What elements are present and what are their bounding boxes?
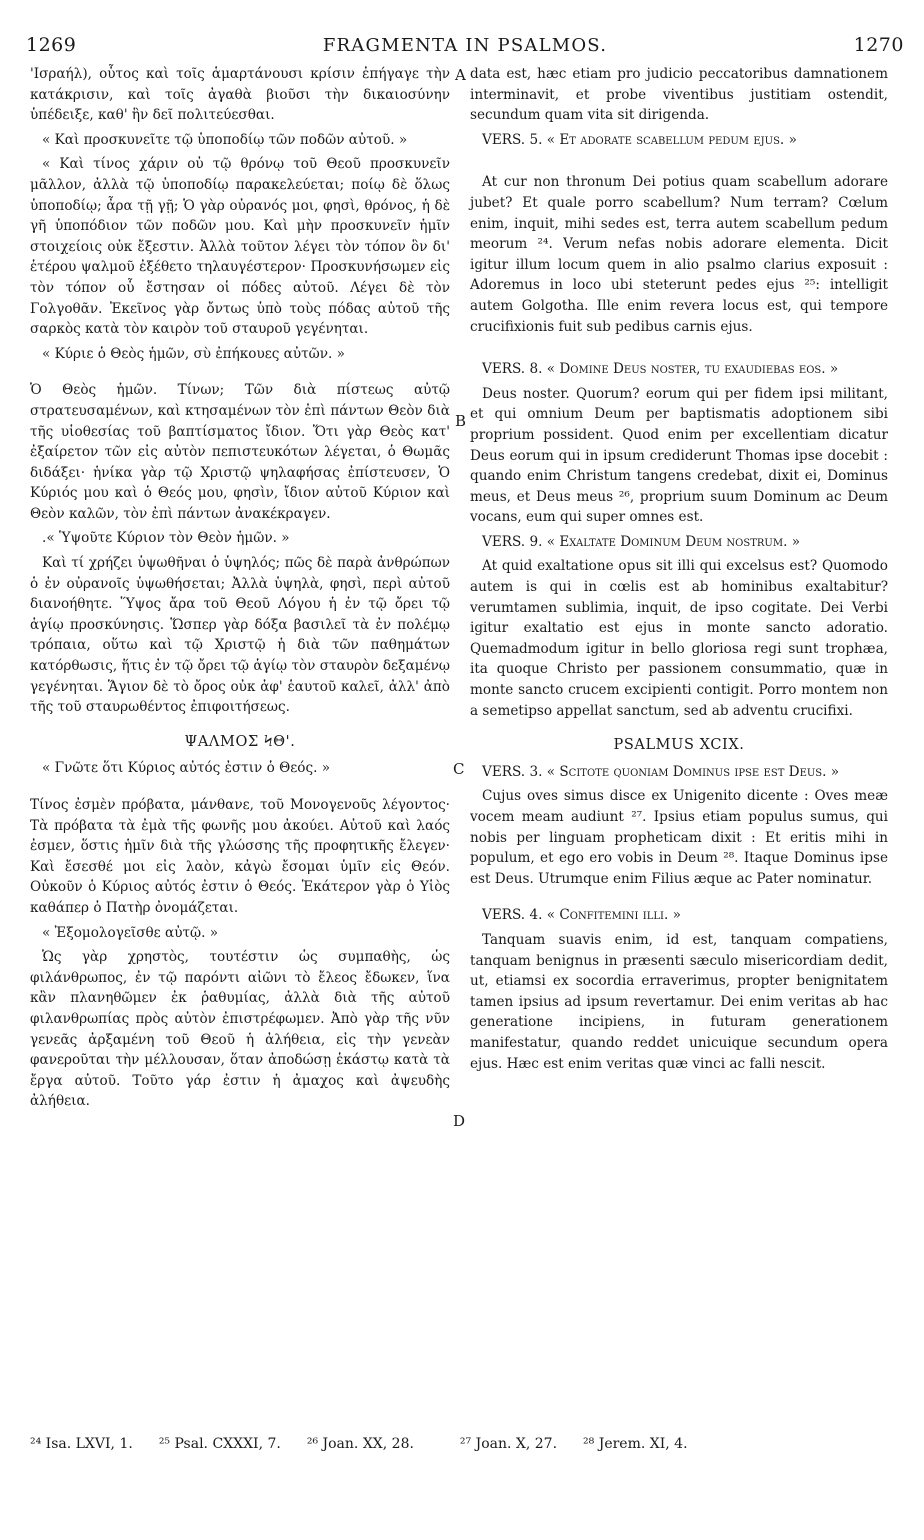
running-title: FRAGMENTA IN PSALMOS. xyxy=(322,35,608,56)
footnote: ²⁶ Joan. XX, 28. xyxy=(306,1436,414,1452)
margin-letter-a: A xyxy=(455,66,466,84)
footnote: ²⁵ Psal. CXXXI, 7. xyxy=(158,1436,281,1452)
greek-paragraph: Καὶ τί χρήζει ὑψωθῆναι ὁ ὑψηλός; πῶς δὲ παρὰ ἀνθρώπων ὁ ἐν οὐρανοῖς ὑψωθήσεται; Ἀλλὰ ὑψηλὰ, φησὶ, περὶ αὐτοῦ διανοήθητε. Ὕψος ἄρα τοῦ Θεοῦ Λόγου ἡ ἐν τῷ ὄρει τῷ ἁγίῳ προσκύνησις. Ὥσπερ γὰρ δόξα βασιλεῖ τὰ ἐν πολέμῳ τρόπαια, οὕτω καὶ τῷ Χριστῷ ἡ διὰ τῶν παθημάτων κατόρθωσις, ἥτις ἐν τῷ ὄρει τῷ ἁγίῳ τὸν σταυρὸν δεξαμένῳ γεγένηται. Ἅγιον δὲ τὸ ὄρος οὐκ ἀφ' ἑαυτοῦ καλεῖ, ἀλλ' ἀπὸ τῆς τοῦ σταυρωθέντος ἐπιφοιτήσεως. xyxy=(30,555,450,716)
latin-paragraph: Tanquam suavis enim, id est, tanquam compatiens, tanquam benignus in præsenti sæculo misericordiam dedit, ut, etiamsi ex socordia erraverimus, propter benignitatem tamen ipsius ad ipsum revertamur. Dei enim veritas ab hac generatione incipiens, in futuram generationem manifestatur, quando reddet unicuique secundum opera ejus. Hæc est enim veritas quæ vinci ac falli nescit. xyxy=(470,931,888,1072)
latin-paragraph: At cur non thronum Dei potius quam scabellum adorare jubet? Et quale porro scabellum? Num terram? Cœlum enim, inquit, mihi sedes est, terra autem scabellum pedum meorum ²⁴. Verum nefas nobis adorare elementa. Dicit igitur illum locum quem in alio psalmo clarius exposuit : Adoremus in loco ubi steterunt pedes ejus ²⁵: intelligit autem Golgotha. Ille enim revera locus est, qui tempore crucifixionis fuit sub pedibus carnis ejus. xyxy=(470,174,888,335)
latin-verse: VERS. 5. « Et adorate scabellum pedum ejus. » xyxy=(482,131,797,148)
latin-paragraph: Cujus oves simus disce ex Unigenito dicente : Oves meæ vocem meam audiunt ²⁷. Ipsius etiam populus sumus, qui nobis per linguam propheticam dixit : Et eritis mihi in populum, et ego ero vobis in Deum ²⁸. Itaque Dominus ipse est Deus. Utrumque enim Filius æque ac Pater nominatur. xyxy=(470,788,888,887)
latin-verse: VERS. 3. « Scitote quoniam Dominus ipse est Deus. » xyxy=(482,763,840,780)
margin-letter-b: B xyxy=(455,412,467,430)
footnote: ²⁸ Jerem. XI, 4. xyxy=(583,1436,688,1452)
latin-psalm-title: PSALMUS XCIX. xyxy=(613,737,745,754)
greek-verse: .« Ὑψοῦτε Κύριον τὸν Θεὸν ἡμῶν. » xyxy=(42,530,290,547)
greek-verse: « Ἐξομολογεῖσθε αὐτῷ. » xyxy=(42,924,219,941)
margin-letter-d: D xyxy=(453,1112,466,1130)
greek-paragraph: 'Ισραήλ), οὗτος καὶ τοῖς ἁμαρτάνουσι κρίσιν ἐπήγαγε τὴν κατάκρισιν, καὶ τοῖς ἀγαθὰ βιοῦσι τὴν δικαιοσύνην ὑπέδειξε, καθ' ἣν δεῖ πολιτεύεσθαι. xyxy=(30,66,450,124)
margin-letter-c: C xyxy=(453,760,465,778)
latin-verse: VERS. 8. « Domine Deus noster, tu exaudiebas eos. » xyxy=(482,361,839,378)
latin-verse: VERS. 9. « Exaltate Dominum Deum nostrum. » xyxy=(482,533,801,550)
latin-column xyxy=(470,64,888,1074)
greek-paragraph: « Καὶ τίνος χάριν οὐ τῷ θρόνῳ τοῦ Θεοῦ προσκυνεῖν μᾶλλον, ἀλλὰ τῷ ὑποποδίῳ παρακελεύεται; ποίῳ δὲ ὅλως ὑποποδίῳ; ἆρα τῇ γῇ; Ὁ γὰρ οὐρανός μοι, φησὶ, θρόνος, ἡ δὲ γῆ ὑποπόδιον τῶν ποδῶν μου. Καὶ μὴν προσκυνεῖν ἡμῖν στοιχείοις οὐκ ἔξεστιν. Ἀλλὰ τοῦτον λέγει τὸν τόπον ὃν δι' ἑτέρου ψαλμοῦ ἐξέθετο τηλαυγέστερον· Προσκυνήσωμεν εἰς τὸν τόπον οὗ ἔστησαν οἱ πόδες αὐτοῦ. Λέγει δὲ τὸν Γολγοθᾶν. Ἐκεῖνος γὰρ ὄντως ὑπὸ τοὺς πόδας αὐτοῦ τῆς σαρκὸς κατὰ τὸν καιρὸν τοῦ σταυροῦ γεγένηται. xyxy=(30,156,450,338)
greek-verse: « Κύριε ὁ Θεὸς ἡμῶν, σὺ ἐπήκουες αὐτῶν. » xyxy=(42,345,345,362)
greek-verse: « Καὶ προσκυνεῖτε τῷ ὑποποδίῳ τῶν ποδῶν αὐτοῦ. » xyxy=(42,131,408,148)
latin-paragraph: data est, hæc etiam pro judicio peccatoribus damnationem interminavit, et probe viventibus justitiam ostendit, secundum quam vita sit dirigenda. xyxy=(470,66,888,124)
greek-psalm-title: ΨΑΛΜΟΣ ϞΘ'. xyxy=(184,733,296,750)
footnotes xyxy=(30,1436,894,1452)
greek-paragraph: Ὁ Θεὸς ἡμῶν. Τίνων; Τῶν διὰ πίστεως αὐτῷ στρατευσαμένων, καὶ κτησαμένων τὸν ἐπὶ πάντων Θεὸν διὰ τῆς υἱοθεσίας τοῦ βαπτίσματος ἴδιον. Ὅτι γὰρ Θεὸς κατ' ἐξαίρετον τῶν εἰς αὐτὸν πεπιστευκότων λέγεται, ὁ Θωμᾶς διδάξει· ἡνίκα γὰρ τῷ Χριστῷ ψηλαφήσας ἐπίστευσεν, Ὁ Κύριός μου καὶ ὁ Θεός μου, φησὶν, ἴδιον αὐτοῦ Κύριον καὶ Θεὸν καλῶν, τὸν ἐπὶ πάντων ἀνακέκραγεν. xyxy=(30,382,450,522)
footnote: ²⁷ Joan. X, 27. xyxy=(459,1436,558,1452)
page-number-right: 1270 xyxy=(853,34,904,56)
page-header xyxy=(26,34,904,60)
page-number-left: 1269 xyxy=(26,34,77,56)
greek-column xyxy=(30,64,450,1112)
latin-verse: VERS. 4. « Confitemini illi. » xyxy=(482,907,681,924)
greek-verse: « Γνῶτε ὅτι Κύριος αὐτός ἐστιν ὁ Θεός. » xyxy=(42,760,331,777)
latin-paragraph: At quid exaltatione opus sit illi qui excelsus est? Quomodo autem is qui in cœlis est ab hominibus exaltabitur? verumtamen sublimia, inquit, de ipso cogitate. Dei Verbi igitur exaltatio est ejus in monte sancto adoratio. Quemadmodum igitur in bello gloriosa regi sunt trophæa, ita quoque Christo per passionem consummatio, quæ in monte sancto crucem excipienti contigit. Porro montem non a semetipso appellat sanctum, sed ab adventu crucifixi. xyxy=(470,558,888,719)
greek-paragraph: Τίνος ἐσμὲν πρόβατα, μάνθανε, τοῦ Μονογενοῦς λέγοντος· Τὰ πρόβατα τὰ ἐμὰ τῆς φωνῆς μου ἀκούει. Αὐτοῦ καὶ λαός ἐσμεν, ὅστις ἡμῖν διὰ τῆς γλώσσης τῆς προφητικῆς ἔλεγεν· Καὶ ἔσεσθέ μοι εἰς λαὸν, κἀγὼ ἔσομαι ὑμῖν εἰς Θεόν. Οὐκοῦν ὁ Κύριος αὐτός ἐστιν ὁ Θεός. Ἑκάτερον γὰρ ὁ Υἱὸς καθάπερ ὁ Πατὴρ ὀνομάζεται. xyxy=(30,797,450,916)
latin-paragraph: Deus noster. Quorum? eorum qui per fidem ipsi militant, et qui omnium Deum per baptismatis adoptionem sibi proprium possident. Quod enim per excellentiam dicatur Deus eorum qui in ipsum crediderunt Thomas ipse docebit : quando enim Christum tangens credebat, dixit ei, Dominus meus, et Deus meus ²⁶, proprium suum Dominum ac Deum vocans, eum qui super omnes est. xyxy=(470,385,888,526)
greek-paragraph: Ὡς γὰρ χρηστὸς, τουτέστιν ὡς συμπαθὴς, ὡς φιλάνθρωπος, ἐν τῷ παρόντι αἰῶνι τὸ ἔλεος ἔδωκεν, ἵνα κἂν πλανηθῶμεν ἐκ ῥαθυμίας, ἀλλὰ διὰ τῆς αὐτοῦ φιλανθρωπίας πρὸς αὐτὸν ἐπιστρέφωμεν. Ἀπὸ γὰρ τῆς νῦν γενεᾶς ἀρξαμένη τοῦ Θεοῦ ἡ ἀλήθεια, εἰς τὴν γενεὰν φανεροῦται τὴν μέλλουσαν, ὅταν ἀποδώσῃ ἑκάστῳ κατὰ τὰ ἔργα αὐτοῦ. Τοῦτο γάρ ἐστιν ἡ ἀμαχος καὶ ἀψευδὴς ἀλήθεια. xyxy=(30,949,450,1110)
footnote: ²⁴ Isa. LXVI, 1. xyxy=(30,1436,133,1452)
